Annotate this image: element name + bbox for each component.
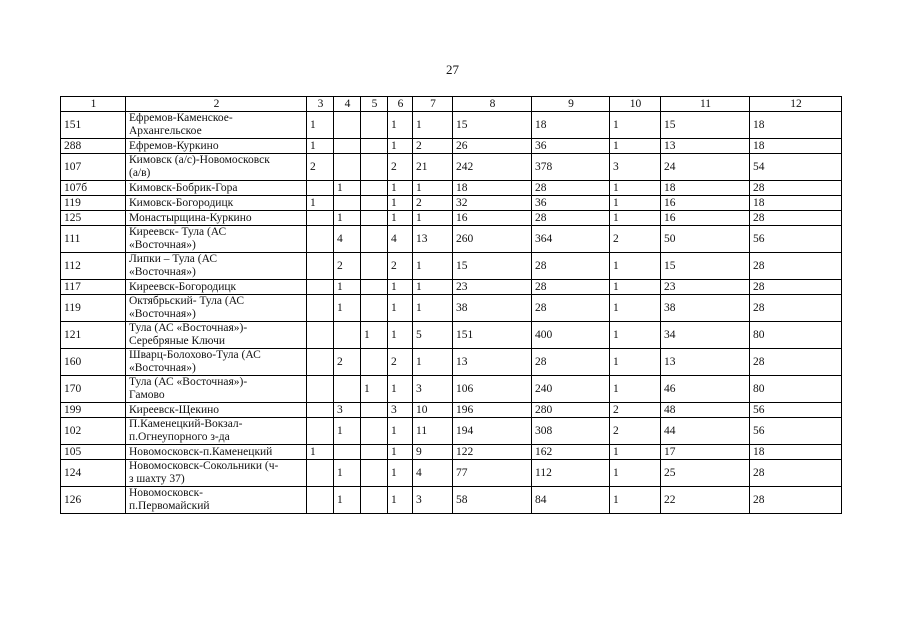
route-name-cell: [126, 487, 307, 514]
route-name-line: Архангельское: [129, 125, 202, 137]
table-cell: 18: [750, 445, 842, 460]
table-cell: 48: [661, 403, 750, 418]
route-name-cell: [126, 322, 307, 349]
table-cell: 1: [388, 418, 413, 445]
table-cell: 1: [334, 295, 361, 322]
table-cell: 3: [334, 403, 361, 418]
table-cell: 1: [388, 112, 413, 139]
table-cell: 1: [413, 211, 453, 226]
table-cell: [361, 139, 388, 154]
route-name-line: з шахту 37): [129, 473, 185, 485]
table-cell: 2: [388, 154, 413, 181]
route-name-line: Монастырщина-Куркино: [129, 211, 252, 224]
table-cell: 18: [750, 196, 842, 211]
table-cell: 13: [661, 349, 750, 376]
column-header: 9: [532, 97, 610, 112]
table-cell: 16: [453, 211, 532, 226]
table-row: [61, 112, 842, 139]
table-cell: [334, 139, 361, 154]
column-header: 11: [661, 97, 750, 112]
table-row: [61, 139, 842, 154]
table-cell: 1: [610, 211, 661, 226]
route-name-line: Кимовск-Богородицк: [129, 196, 234, 209]
table-cell: 38: [453, 295, 532, 322]
route-number-cell: 102: [61, 418, 126, 445]
table-cell: 36: [532, 196, 610, 211]
table-cell: 1: [388, 181, 413, 196]
page-number: 27: [446, 62, 459, 77]
table-cell: 1: [334, 487, 361, 514]
route-name-line: Ефремов-Каменское-: [129, 112, 233, 124]
table-cell: 1: [610, 253, 661, 280]
table-cell: 13: [413, 226, 453, 253]
table-cell: 9: [413, 445, 453, 460]
table-cell: 56: [750, 403, 842, 418]
table-cell: [361, 196, 388, 211]
table-cell: 32: [453, 196, 532, 211]
table-cell: 1: [334, 280, 361, 295]
table-cell: 2: [334, 349, 361, 376]
table-cell: 4: [413, 460, 453, 487]
table-cell: 1: [307, 196, 334, 211]
table-cell: 4: [334, 226, 361, 253]
table-cell: 1: [610, 196, 661, 211]
table-cell: 28: [750, 349, 842, 376]
table-cell: 16: [661, 196, 750, 211]
table-cell: 46: [661, 376, 750, 403]
table-cell: 5: [413, 322, 453, 349]
table-row: [61, 349, 842, 376]
table-cell: [334, 322, 361, 349]
route-name-cell: [126, 403, 307, 418]
table-cell: 80: [750, 322, 842, 349]
table-cell: 84: [532, 487, 610, 514]
table-cell: [307, 418, 334, 445]
table-cell: 112: [532, 460, 610, 487]
table-cell: 1: [388, 445, 413, 460]
table-cell: 1: [610, 280, 661, 295]
route-number-cell: 117: [61, 280, 126, 295]
table-cell: 194: [453, 418, 532, 445]
table-cell: 3: [388, 403, 413, 418]
table-cell: [307, 487, 334, 514]
table-cell: 2: [610, 226, 661, 253]
route-number-cell: 119: [61, 295, 126, 322]
route-name-cell: [126, 295, 307, 322]
route-name-line: Кимовск (а/с)-Новомосковск: [129, 154, 270, 166]
table-cell: 77: [453, 460, 532, 487]
table-cell: 11: [413, 418, 453, 445]
route-name-line: Киреевск-Богородицк: [129, 280, 237, 293]
table-cell: [307, 460, 334, 487]
table-cell: 1: [413, 181, 453, 196]
table-cell: 28: [532, 253, 610, 280]
table-cell: 36: [532, 139, 610, 154]
table-cell: [307, 211, 334, 226]
table-cell: 2: [413, 196, 453, 211]
route-name-line: Новомосковск-: [129, 487, 203, 499]
table-row: [61, 196, 842, 211]
route-name-cell: [126, 376, 307, 403]
route-name-line: Октябрьский- Тула (АС: [129, 295, 245, 307]
table-cell: 1: [610, 460, 661, 487]
table-cell: [307, 253, 334, 280]
route-number-cell: 119: [61, 196, 126, 211]
table-cell: 1: [610, 181, 661, 196]
table-cell: 50: [661, 226, 750, 253]
table-cell: 1: [307, 139, 334, 154]
table-row: [61, 445, 842, 460]
table-cell: 24: [661, 154, 750, 181]
route-number-cell: 124: [61, 460, 126, 487]
table-cell: 28: [750, 280, 842, 295]
table-cell: 15: [453, 112, 532, 139]
table-cell: 1: [413, 112, 453, 139]
route-name-line: «Восточная»): [129, 362, 196, 374]
table-cell: 280: [532, 403, 610, 418]
route-name-cell: [126, 196, 307, 211]
table-cell: [307, 403, 334, 418]
table-cell: 378: [532, 154, 610, 181]
table-cell: 1: [610, 322, 661, 349]
route-name-line: Тула (АС «Восточная»)-: [129, 322, 248, 334]
table-cell: 28: [532, 280, 610, 295]
table-cell: 28: [532, 181, 610, 196]
table-cell: 1: [388, 196, 413, 211]
route-number-cell: 151: [61, 112, 126, 139]
table-header-row: [61, 97, 842, 112]
table-cell: 1: [361, 322, 388, 349]
table-cell: 28: [750, 295, 842, 322]
table-cell: 28: [750, 487, 842, 514]
table-cell: 80: [750, 376, 842, 403]
table-cell: 28: [750, 460, 842, 487]
table-cell: 1: [334, 418, 361, 445]
table-cell: 1: [610, 349, 661, 376]
table-cell: 18: [750, 112, 842, 139]
table-cell: 2: [610, 418, 661, 445]
table-cell: 1: [388, 295, 413, 322]
table-cell: 1: [413, 349, 453, 376]
route-number-cell: 121: [61, 322, 126, 349]
table-cell: 364: [532, 226, 610, 253]
table-cell: [307, 280, 334, 295]
table-row: [61, 226, 842, 253]
route-name-line: (а/в): [129, 167, 151, 179]
table-cell: 25: [661, 460, 750, 487]
table-cell: [361, 487, 388, 514]
table-cell: 28: [532, 295, 610, 322]
route-number-cell: 170: [61, 376, 126, 403]
route-name-cell: [126, 253, 307, 280]
table-row: [61, 253, 842, 280]
table-row: [61, 487, 842, 514]
route-name-line: «Восточная»): [129, 266, 196, 278]
route-name-line: Серебряные Ключи: [129, 335, 226, 347]
route-name-cell: [126, 460, 307, 487]
table-cell: 44: [661, 418, 750, 445]
table-cell: 56: [750, 418, 842, 445]
table-cell: 1: [610, 112, 661, 139]
table-cell: 10: [413, 403, 453, 418]
route-name-cell: [126, 112, 307, 139]
table-cell: 21: [413, 154, 453, 181]
table-cell: [307, 226, 334, 253]
route-name-line: Киреевск- Тула (АС: [129, 226, 227, 238]
table-cell: 1: [307, 445, 334, 460]
table-row: [61, 211, 842, 226]
table-cell: 106: [453, 376, 532, 403]
table-cell: 34: [661, 322, 750, 349]
table-cell: 1: [413, 280, 453, 295]
column-header: 2: [126, 97, 307, 112]
table-cell: 26: [453, 139, 532, 154]
table-cell: [361, 211, 388, 226]
route-table: [60, 96, 842, 514]
route-number-cell: 111: [61, 226, 126, 253]
route-name-line: Новомосковск-п.Каменецкий: [129, 445, 273, 458]
route-name-cell: [126, 349, 307, 376]
table-cell: [361, 181, 388, 196]
column-header: 7: [413, 97, 453, 112]
table-cell: 28: [532, 349, 610, 376]
table-cell: 28: [750, 253, 842, 280]
route-number-cell: 107б: [61, 181, 126, 196]
route-number-cell: 160: [61, 349, 126, 376]
table-cell: 3: [413, 487, 453, 514]
route-name-line: п.Огнеупорного з-да: [129, 431, 230, 443]
table-cell: 1: [388, 139, 413, 154]
table-row: [61, 181, 842, 196]
table-cell: 3: [413, 376, 453, 403]
route-number-cell: 105: [61, 445, 126, 460]
route-name-cell: [126, 154, 307, 181]
column-header: 1: [61, 97, 126, 112]
table-cell: 16: [661, 211, 750, 226]
table-cell: [361, 460, 388, 487]
route-name-line: Липки – Тула (АС: [129, 253, 217, 265]
route-name-cell: [126, 139, 307, 154]
table-cell: 1: [388, 460, 413, 487]
table-cell: [307, 181, 334, 196]
table-cell: 1: [413, 253, 453, 280]
table-cell: [361, 154, 388, 181]
table-row: [61, 322, 842, 349]
table-cell: 122: [453, 445, 532, 460]
column-header: 3: [307, 97, 334, 112]
table-cell: 28: [750, 181, 842, 196]
table-cell: 54: [750, 154, 842, 181]
table-cell: [361, 445, 388, 460]
table-cell: 1: [307, 112, 334, 139]
column-header: 10: [610, 97, 661, 112]
table-cell: [361, 418, 388, 445]
table-cell: 2: [413, 139, 453, 154]
table-cell: 15: [661, 253, 750, 280]
table-cell: 3: [610, 154, 661, 181]
table-cell: 22: [661, 487, 750, 514]
table-cell: 1: [610, 487, 661, 514]
table-cell: 1: [361, 376, 388, 403]
table-cell: 1: [334, 460, 361, 487]
table-cell: 1: [610, 139, 661, 154]
table-cell: 2: [388, 349, 413, 376]
table-cell: [334, 196, 361, 211]
route-number-cell: 112: [61, 253, 126, 280]
route-name-line: «Восточная»): [129, 239, 196, 251]
table-row: [61, 403, 842, 418]
table-cell: 1: [610, 295, 661, 322]
table-cell: 196: [453, 403, 532, 418]
table-cell: 151: [453, 322, 532, 349]
route-name-line: Киреевск-Щекино: [129, 403, 220, 416]
table-cell: 15: [661, 112, 750, 139]
table-cell: 15: [453, 253, 532, 280]
table-cell: [361, 295, 388, 322]
table-cell: [334, 445, 361, 460]
table-row: [61, 460, 842, 487]
table-cell: 162: [532, 445, 610, 460]
table-cell: 4: [388, 226, 413, 253]
table-cell: 1: [388, 280, 413, 295]
table-cell: 1: [388, 376, 413, 403]
table-cell: 2: [334, 253, 361, 280]
table-cell: 23: [661, 280, 750, 295]
column-header: 4: [334, 97, 361, 112]
table-cell: 18: [661, 181, 750, 196]
table-cell: 28: [750, 211, 842, 226]
table-cell: 38: [661, 295, 750, 322]
route-name-line: Кимовск-Бобрик-Гора: [129, 181, 238, 194]
table-cell: 56: [750, 226, 842, 253]
column-header: 12: [750, 97, 842, 112]
table-cell: [361, 253, 388, 280]
table-cell: 2: [307, 154, 334, 181]
table-cell: 240: [532, 376, 610, 403]
table-cell: 308: [532, 418, 610, 445]
table-cell: 1: [388, 487, 413, 514]
table-cell: [361, 112, 388, 139]
table-cell: [361, 226, 388, 253]
table-cell: [361, 280, 388, 295]
route-number-cell: 288: [61, 139, 126, 154]
route-name-line: Тула (АС «Восточная»)-: [129, 376, 248, 388]
route-name-line: Шварц-Болохово-Тула (АС: [129, 349, 261, 361]
table-body: [61, 112, 842, 514]
route-number-cell: 126: [61, 487, 126, 514]
table-row: [61, 154, 842, 181]
table-cell: 1: [388, 211, 413, 226]
table-row: [61, 376, 842, 403]
route-name-line: П.Каменецкий-Вокзал-: [129, 418, 243, 430]
route-name-cell: [126, 280, 307, 295]
route-name-line: п.Первомайский: [129, 500, 210, 512]
table-cell: 1: [610, 376, 661, 403]
route-name-cell: [126, 211, 307, 226]
table-cell: 260: [453, 226, 532, 253]
table-cell: [334, 376, 361, 403]
route-name-line: Гамово: [129, 389, 165, 401]
route-name-cell: [126, 418, 307, 445]
table-row: [61, 295, 842, 322]
table-cell: [307, 295, 334, 322]
table-cell: 58: [453, 487, 532, 514]
route-number-cell: 199: [61, 403, 126, 418]
column-header: 8: [453, 97, 532, 112]
table-cell: [334, 112, 361, 139]
route-name-cell: [126, 445, 307, 460]
table-cell: [361, 403, 388, 418]
table-cell: [334, 154, 361, 181]
table-cell: 23: [453, 280, 532, 295]
table-cell: 1: [388, 322, 413, 349]
table-row: [61, 418, 842, 445]
table-cell: 18: [453, 181, 532, 196]
table-cell: [361, 349, 388, 376]
table-cell: 2: [388, 253, 413, 280]
column-header: 5: [361, 97, 388, 112]
table-cell: 400: [532, 322, 610, 349]
table-cell: 242: [453, 154, 532, 181]
route-name-cell: [126, 181, 307, 196]
table-cell: 18: [532, 112, 610, 139]
table-cell: 1: [610, 445, 661, 460]
column-header: 6: [388, 97, 413, 112]
route-name-line: Новомосковск-Сокольники (ч-: [129, 460, 279, 472]
route-number-cell: 107: [61, 154, 126, 181]
table-cell: [307, 349, 334, 376]
table-cell: 1: [413, 295, 453, 322]
table-cell: 1: [334, 181, 361, 196]
route-name-line: «Восточная»): [129, 308, 196, 320]
table-cell: 13: [661, 139, 750, 154]
table-cell: 17: [661, 445, 750, 460]
table-cell: 2: [610, 403, 661, 418]
table-cell: [307, 376, 334, 403]
table-cell: [307, 322, 334, 349]
table-cell: 13: [453, 349, 532, 376]
table-row: [61, 280, 842, 295]
table-cell: 18: [750, 139, 842, 154]
route-name-cell: [126, 226, 307, 253]
route-name-line: Ефремов-Куркино: [129, 139, 219, 152]
route-number-cell: 125: [61, 211, 126, 226]
table-cell: 28: [532, 211, 610, 226]
table-cell: 1: [334, 211, 361, 226]
